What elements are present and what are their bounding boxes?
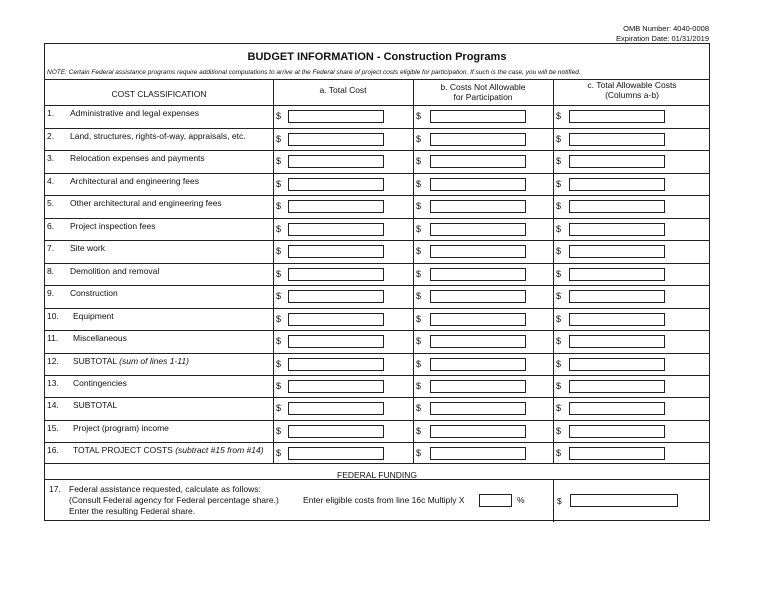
table-row bbox=[45, 353, 709, 375]
table-row bbox=[45, 308, 709, 330]
amount-input-col-c[interactable] bbox=[569, 200, 665, 213]
amount-input-col-a[interactable] bbox=[288, 223, 384, 236]
row-label-text: Administrative and legal expenses bbox=[70, 108, 199, 118]
form-title: BUDGET INFORMATION - Construction Programs bbox=[247, 51, 507, 63]
row-label bbox=[70, 266, 159, 276]
row-divider bbox=[45, 397, 709, 398]
row-label bbox=[70, 288, 118, 298]
header-not-allowable bbox=[413, 82, 553, 102]
omb-info bbox=[616, 24, 709, 44]
budget-form bbox=[44, 43, 710, 521]
dollar-sign: $ bbox=[556, 403, 562, 413]
row-17-instruction: Enter eligible costs from line 16c Multiply X bbox=[303, 495, 465, 505]
row-divider bbox=[45, 218, 709, 219]
row-label bbox=[73, 423, 169, 433]
dollar-sign: $ bbox=[276, 269, 282, 279]
dollar-sign: $ bbox=[556, 426, 562, 436]
row-17-line3: Enter the resulting Federal share. bbox=[69, 506, 196, 516]
row-label-text: Miscellaneous bbox=[73, 333, 127, 343]
row-17-line1: Federal assistance requested, calculate as follows: bbox=[69, 484, 261, 494]
row-number: 8. bbox=[47, 266, 55, 276]
table-row bbox=[45, 240, 709, 262]
row-number: 1. bbox=[47, 108, 55, 118]
row-label-text: Land, structures, rights-of-way, appraisals, etc. bbox=[70, 131, 246, 141]
row-label bbox=[73, 445, 264, 455]
amount-input-col-c[interactable] bbox=[569, 268, 665, 281]
table-row bbox=[45, 195, 709, 217]
row-label-text: Project (program) income bbox=[73, 423, 169, 433]
header-allowable bbox=[553, 80, 711, 100]
column-divider bbox=[553, 479, 554, 522]
amount-input-col-b[interactable] bbox=[430, 110, 526, 123]
dollar-sign: $ bbox=[276, 201, 282, 211]
amount-input-col-a[interactable] bbox=[288, 110, 384, 123]
row-divider bbox=[45, 240, 709, 241]
omb-number: OMB Number: 4040-0008 bbox=[623, 24, 709, 33]
dollar-sign: $ bbox=[416, 291, 422, 301]
amount-input-col-c[interactable] bbox=[569, 223, 665, 236]
table-row bbox=[45, 375, 709, 397]
table-row bbox=[45, 105, 709, 127]
dollar-sign: $ bbox=[556, 448, 562, 458]
row-label-note: (sum of lines 1-11) bbox=[119, 356, 189, 366]
dollar-sign: $ bbox=[416, 179, 422, 189]
table-row bbox=[45, 330, 709, 352]
header-total-cost: a. Total Cost bbox=[319, 85, 367, 95]
dollar-sign: $ bbox=[556, 134, 562, 144]
amount-input-col-b[interactable] bbox=[430, 200, 526, 213]
row-number: 9. bbox=[47, 288, 55, 298]
row-divider bbox=[45, 263, 709, 264]
row-label-text: Project inspection fees bbox=[70, 221, 156, 231]
dollar-sign: $ bbox=[416, 336, 422, 346]
dollar-sign: $ bbox=[276, 179, 282, 189]
dollar-sign: $ bbox=[556, 359, 562, 369]
row-number: 13. bbox=[47, 378, 59, 388]
row-label bbox=[73, 333, 127, 343]
row-number: 5. bbox=[47, 198, 55, 208]
dollar-sign: $ bbox=[416, 224, 422, 234]
row-label-text: SUBTOTAL bbox=[73, 400, 118, 410]
dollar-sign: $ bbox=[556, 291, 562, 301]
amount-input-col-a[interactable] bbox=[288, 380, 384, 393]
amount-input-col-c[interactable] bbox=[569, 402, 665, 415]
amount-input-col-b[interactable] bbox=[430, 290, 526, 303]
row-17-text bbox=[69, 484, 279, 517]
dollar-sign: $ bbox=[276, 403, 282, 413]
table-row bbox=[45, 173, 709, 195]
amount-input-col-b[interactable] bbox=[430, 425, 526, 438]
amount-input-col-b[interactable] bbox=[430, 245, 526, 258]
amount-input-col-a[interactable] bbox=[288, 200, 384, 213]
row-number: 7. bbox=[47, 243, 55, 253]
amount-input-col-b[interactable] bbox=[430, 313, 526, 326]
row-label bbox=[70, 153, 205, 163]
amount-input-col-c[interactable] bbox=[569, 110, 665, 123]
header-cost-classification: COST CLASSIFICATION bbox=[111, 89, 207, 99]
amount-input-col-a[interactable] bbox=[288, 178, 384, 191]
dollar-sign: $ bbox=[276, 291, 282, 301]
table-row bbox=[45, 397, 709, 419]
row-label bbox=[73, 356, 189, 366]
dollar-sign: $ bbox=[276, 381, 282, 391]
row-divider bbox=[45, 195, 709, 196]
dollar-sign: $ bbox=[416, 269, 422, 279]
dollar-sign: $ bbox=[276, 246, 282, 256]
federal-share-input[interactable] bbox=[570, 494, 678, 507]
dollar-sign: $ bbox=[557, 496, 562, 506]
amount-input-col-c[interactable] bbox=[569, 178, 665, 191]
amount-input-col-c[interactable] bbox=[569, 447, 665, 460]
row-divider bbox=[45, 353, 709, 354]
amount-input-col-b[interactable] bbox=[430, 223, 526, 236]
amount-input-col-c[interactable] bbox=[569, 425, 665, 438]
row-divider bbox=[45, 442, 709, 443]
row-divider bbox=[45, 420, 709, 421]
row-number: 15. bbox=[47, 423, 59, 433]
dollar-sign: $ bbox=[276, 134, 282, 144]
dollar-sign: $ bbox=[556, 336, 562, 346]
dollar-sign: $ bbox=[416, 201, 422, 211]
amount-input-col-a[interactable] bbox=[288, 290, 384, 303]
amount-input-col-a[interactable] bbox=[288, 268, 384, 281]
row-label bbox=[70, 176, 199, 186]
dollar-sign: $ bbox=[556, 224, 562, 234]
row-divider bbox=[45, 105, 709, 106]
row-label-text: Relocation expenses and payments bbox=[70, 153, 205, 163]
form-note: NOTE: Certain Federal assistance programs require additional computations to arrive at the Federal share of project costs eligible for participation. If such is the case, you will be notified. bbox=[47, 69, 581, 76]
table-row bbox=[45, 150, 709, 172]
row-label-text: Construction bbox=[70, 288, 118, 298]
row-label-text: SUBTOTAL bbox=[73, 356, 117, 366]
row-number: 3. bbox=[47, 153, 55, 163]
table-row bbox=[45, 263, 709, 285]
dollar-sign: $ bbox=[416, 381, 422, 391]
row-label bbox=[73, 378, 127, 388]
amount-input-col-a[interactable] bbox=[288, 313, 384, 326]
dollar-sign: $ bbox=[556, 381, 562, 391]
dollar-sign: $ bbox=[556, 179, 562, 189]
row-label bbox=[70, 198, 222, 208]
amount-input-col-a[interactable] bbox=[288, 358, 384, 371]
row-number: 10. bbox=[47, 311, 59, 321]
dollar-sign: $ bbox=[556, 314, 562, 324]
amount-input-col-b[interactable] bbox=[430, 155, 526, 168]
amount-input-col-c[interactable] bbox=[569, 290, 665, 303]
row-label bbox=[70, 108, 199, 118]
dollar-sign: $ bbox=[416, 403, 422, 413]
row-number: 6. bbox=[47, 221, 55, 231]
row-label bbox=[70, 243, 105, 253]
row-number: 11. bbox=[47, 333, 59, 343]
row-divider bbox=[45, 173, 709, 174]
dollar-sign: $ bbox=[416, 246, 422, 256]
amount-input-col-a[interactable] bbox=[288, 155, 384, 168]
amount-input-col-b[interactable] bbox=[430, 447, 526, 460]
row-label-text: Other architectural and engineering fees bbox=[70, 198, 222, 208]
row-label-text: Equipment bbox=[73, 311, 114, 321]
federal-percentage-input[interactable] bbox=[479, 494, 512, 507]
dollar-sign: $ bbox=[556, 269, 562, 279]
amount-input-col-b[interactable] bbox=[430, 268, 526, 281]
amount-input-col-c[interactable] bbox=[569, 133, 665, 146]
row-17-num: 17. bbox=[49, 484, 61, 494]
header-b-line1: b. Costs Not Allowable bbox=[440, 82, 526, 92]
amount-input-col-c[interactable] bbox=[569, 335, 665, 348]
row-number: 2. bbox=[47, 131, 55, 141]
header-b-line2: for Participation bbox=[453, 92, 513, 102]
dollar-sign: $ bbox=[276, 314, 282, 324]
amount-input-col-b[interactable] bbox=[430, 178, 526, 191]
divider bbox=[45, 479, 709, 480]
amount-input-col-b[interactable] bbox=[430, 380, 526, 393]
table-row bbox=[45, 128, 709, 150]
row-17-line2: (Consult Federal agency for Federal percentage share.) bbox=[69, 495, 279, 505]
dollar-sign: $ bbox=[556, 246, 562, 256]
amount-input-col-b[interactable] bbox=[430, 133, 526, 146]
amount-input-col-c[interactable] bbox=[569, 245, 665, 258]
row-divider bbox=[45, 308, 709, 309]
federal-funding-heading: FEDERAL FUNDING bbox=[337, 470, 417, 480]
row-number: 14. bbox=[47, 400, 59, 410]
row-divider bbox=[45, 330, 709, 331]
row-label-note: (subtract #15 from #14) bbox=[175, 445, 264, 455]
table-row bbox=[45, 442, 709, 464]
amount-input-col-b[interactable] bbox=[430, 402, 526, 415]
dollar-sign: $ bbox=[276, 336, 282, 346]
dollar-sign: $ bbox=[556, 156, 562, 166]
row-label bbox=[73, 311, 114, 321]
amount-input-col-a[interactable] bbox=[288, 245, 384, 258]
divider bbox=[45, 463, 709, 464]
row-divider bbox=[45, 285, 709, 286]
dollar-sign: $ bbox=[276, 359, 282, 369]
amount-input-col-a[interactable] bbox=[288, 425, 384, 438]
row-divider bbox=[45, 150, 709, 151]
row-label bbox=[70, 131, 246, 141]
row-label-text: TOTAL PROJECT COSTS bbox=[73, 445, 173, 455]
row-label-text: Contingencies bbox=[73, 378, 127, 388]
expiration-date: Expiration Date: 01/31/2019 bbox=[616, 34, 709, 43]
row-divider bbox=[45, 128, 709, 129]
dollar-sign: $ bbox=[276, 224, 282, 234]
dollar-sign: $ bbox=[416, 359, 422, 369]
dollar-sign: $ bbox=[276, 156, 282, 166]
row-number: 4. bbox=[47, 176, 55, 186]
amount-input-col-a[interactable] bbox=[288, 335, 384, 348]
amount-input-col-b[interactable] bbox=[430, 358, 526, 371]
row-label bbox=[70, 221, 156, 231]
amount-input-col-c[interactable] bbox=[569, 380, 665, 393]
row-number: 12. bbox=[47, 356, 59, 366]
amount-input-col-c[interactable] bbox=[569, 155, 665, 168]
dollar-sign: $ bbox=[416, 134, 422, 144]
table-row bbox=[45, 420, 709, 442]
row-number: 16. bbox=[47, 445, 59, 455]
row-label-text: Site work bbox=[70, 243, 105, 253]
table-row bbox=[45, 218, 709, 240]
row-divider bbox=[45, 375, 709, 376]
amount-input-col-b[interactable] bbox=[430, 335, 526, 348]
dollar-sign: $ bbox=[416, 448, 422, 458]
row-label-text: Architectural and engineering fees bbox=[70, 176, 199, 186]
dollar-sign: $ bbox=[276, 448, 282, 458]
row-label bbox=[73, 400, 117, 410]
header-c-line2: (Columns a-b) bbox=[605, 90, 659, 100]
dollar-sign: $ bbox=[276, 426, 282, 436]
amount-input-col-c[interactable] bbox=[569, 313, 665, 326]
percent-sign: % bbox=[517, 495, 525, 505]
dollar-sign: $ bbox=[416, 314, 422, 324]
dollar-sign: $ bbox=[556, 111, 562, 121]
dollar-sign: $ bbox=[556, 201, 562, 211]
dollar-sign: $ bbox=[416, 111, 422, 121]
dollar-sign: $ bbox=[276, 111, 282, 121]
table-row bbox=[45, 285, 709, 307]
dollar-sign: $ bbox=[416, 156, 422, 166]
amount-input-col-a[interactable] bbox=[288, 402, 384, 415]
dollar-sign: $ bbox=[416, 426, 422, 436]
header-c-line1: c. Total Allowable Costs bbox=[587, 80, 677, 90]
amount-input-col-c[interactable] bbox=[569, 358, 665, 371]
row-label-text: Demolition and removal bbox=[70, 266, 160, 276]
amount-input-col-a[interactable] bbox=[288, 133, 384, 146]
amount-input-col-a[interactable] bbox=[288, 447, 384, 460]
